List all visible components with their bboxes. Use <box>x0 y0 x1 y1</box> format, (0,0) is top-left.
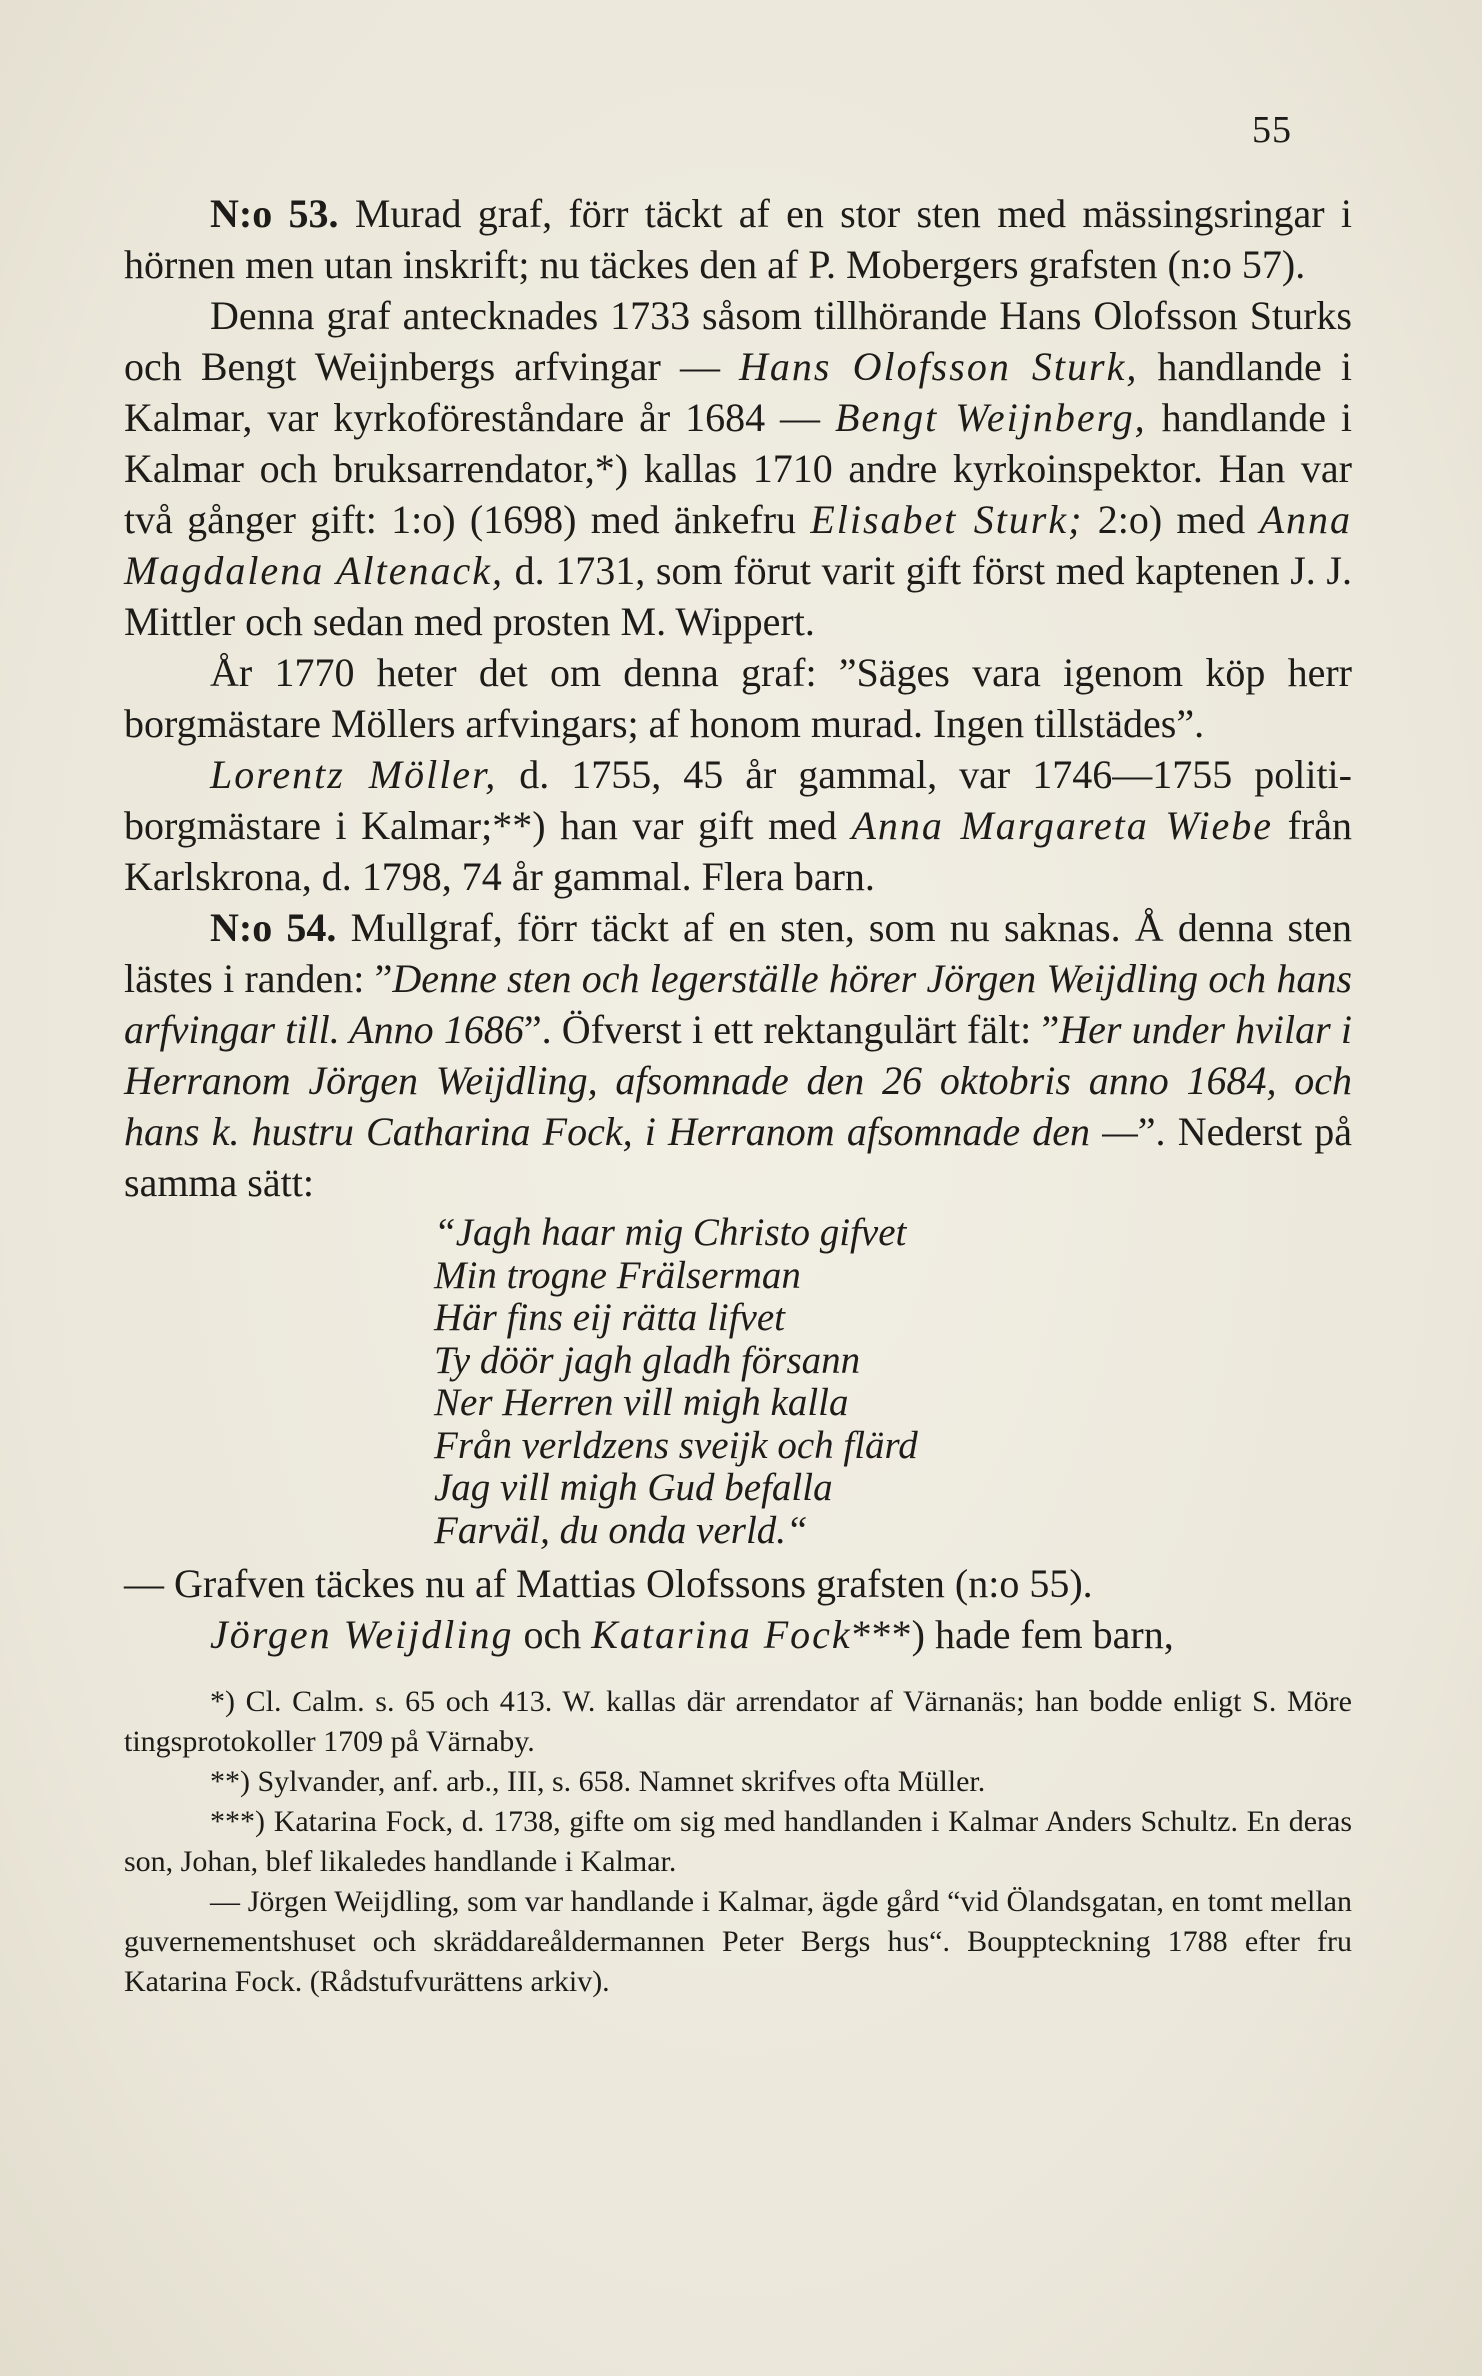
poem-line: Jag vill migh Gud befalla <box>434 1466 833 1509</box>
footnote-3-continued: — Jörgen Weijdling, som var handlande i Kalmar, ägde gård “vid Ölandsgatan, en tomt mellan guvernementshuset och skräddareåldermannen Peter Bergs hus“. Bouppteckning 1788 efter fru Katarina Fock. (Rådstufvurättens arkiv). <box>124 1885 1352 1998</box>
entry-label: N:o 53. <box>210 191 339 236</box>
poem-line: Här fins eij rätta lifvet <box>434 1296 785 1339</box>
entry-53 <box>124 188 1352 290</box>
poem-line: Ner Herren vill migh kalla <box>434 1381 849 1424</box>
text-span: ”. Nederst på samma sätt: <box>124 1109 1352 1205</box>
text-span: ”. Öfverst i ett rektangulärt fält: ” <box>523 1007 1060 1052</box>
person-name: Elisabet Sturk; <box>810 497 1084 542</box>
person-name: Hans Olofsson Sturk, <box>739 344 1139 389</box>
poem-line: Farväl, du onda verld.“ <box>434 1508 808 1552</box>
inscription-poem <box>124 1212 1352 1552</box>
entry-label: N:o 54. <box>210 905 337 950</box>
person-name: Jörgen Weijdling <box>210 1612 514 1657</box>
paragraph-children <box>124 1609 1352 1660</box>
text-span: d. 1755, 45 år gammal, var 1746—1755 politi-borgmästare i Kalmar;**) han var gift med <box>124 752 1352 848</box>
text-span: d. 1731, som förut varit gift först med kaptenen J. J. Mittler och sedan med prosten M. Wippert. <box>124 548 1352 644</box>
poem-line: Ty döör jagh gladh försann <box>434 1338 861 1382</box>
footnote-1: *) Cl. Calm. s. 65 och 413. W. kallas där arrendator af Värnanäs; han bodde enligt S. Möre tingsprotokoller 1709 på Värnaby. <box>124 1685 1352 1758</box>
person-name: Anna Magdalena Altenack, <box>124 497 1352 593</box>
main-text <box>124 188 1352 1660</box>
person-name: Katarina Fock <box>591 1612 852 1657</box>
page-number: 55 <box>1252 109 1292 151</box>
poem-line: “Jagh haar mig Christo gifvet <box>434 1211 907 1254</box>
person-name: Anna Margareta Wiebe <box>851 803 1274 848</box>
entry-text: Murad graf, förr täckt af en stor sten med mässingsringar i hörnen men utan inskrift; nu täckes den af P. Mobergers grafsten (n:o 57). <box>124 191 1352 287</box>
entry-54 <box>124 902 1352 1208</box>
paragraph-graf-1733 <box>124 290 1352 647</box>
page-body <box>124 188 1352 2002</box>
text-span: 2:o) med <box>1083 497 1260 542</box>
person-name: Bengt Weijnberg, <box>834 395 1147 440</box>
inscription-quote: Denne sten och legerställe hörer Jörgen Weijdling och hans arfvingar till. Anno 1686 <box>124 956 1352 1052</box>
text-span: från Karlskrona, d. 1798, 74 år gammal. Flera barn. <box>124 803 1352 899</box>
poem-line: Min trogne Frälserman <box>434 1253 801 1297</box>
text-span: Mullgraf, förr täckt af en sten, som nu saknas. Å denna sten lästes i randen: ” <box>124 905 1352 1001</box>
text-span: handlande i Kalmar, var kyrkoföreståndare år 1684 — <box>124 344 1352 440</box>
text-span: och <box>513 1612 592 1657</box>
text-span: handlande i Kalmar och bruksarrendator,*) kallas 1710 andre kyrkoinspektor. Han var två gånger gift: 1:o) (1698) med änkefru <box>124 395 1352 542</box>
inscription-quote: Her under hvilar i Herranom Jörgen Weijdling, afsomnade den 26 oktobris anno 1684, och hans k. hustru Catharina Fock, i Herranom afsomnade den — <box>124 1007 1353 1154</box>
paragraph-moller <box>124 749 1352 902</box>
text-span: Denna graf antecknades 1733 såsom tillhörande Hans Olofsson Sturks och Bengt Weijnbergs arfvingar — <box>124 293 1352 389</box>
person-name: Lorentz Möller, <box>210 752 498 797</box>
text-span: ***) hade fem barn, <box>851 1612 1174 1657</box>
paragraph-grafven: — Grafven täckes nu af Mattias Olofssons grafsten (n:o 55). <box>124 1561 1093 1606</box>
footnotes <box>124 1682 1352 2002</box>
poem-line: Från verldzens sveijk och flärd <box>434 1423 918 1467</box>
footnote-3: ***) Katarina Fock, d. 1738, gifte om sig med handlanden i Kalmar Anders Schultz. En deras son, Johan, blef likaledes handlande i Kalmar. <box>124 1805 1352 1878</box>
footnote-2: **) Sylvander, anf. arb., III, s. 658. Namnet skrifves ofta Müller. <box>210 1765 986 1798</box>
paragraph-1770: År 1770 heter det om denna graf: ”Säges vara igenom köp herr borgmästare Möllers arfvingars; af honom murad. Ingen tillstädes”. <box>124 650 1352 746</box>
